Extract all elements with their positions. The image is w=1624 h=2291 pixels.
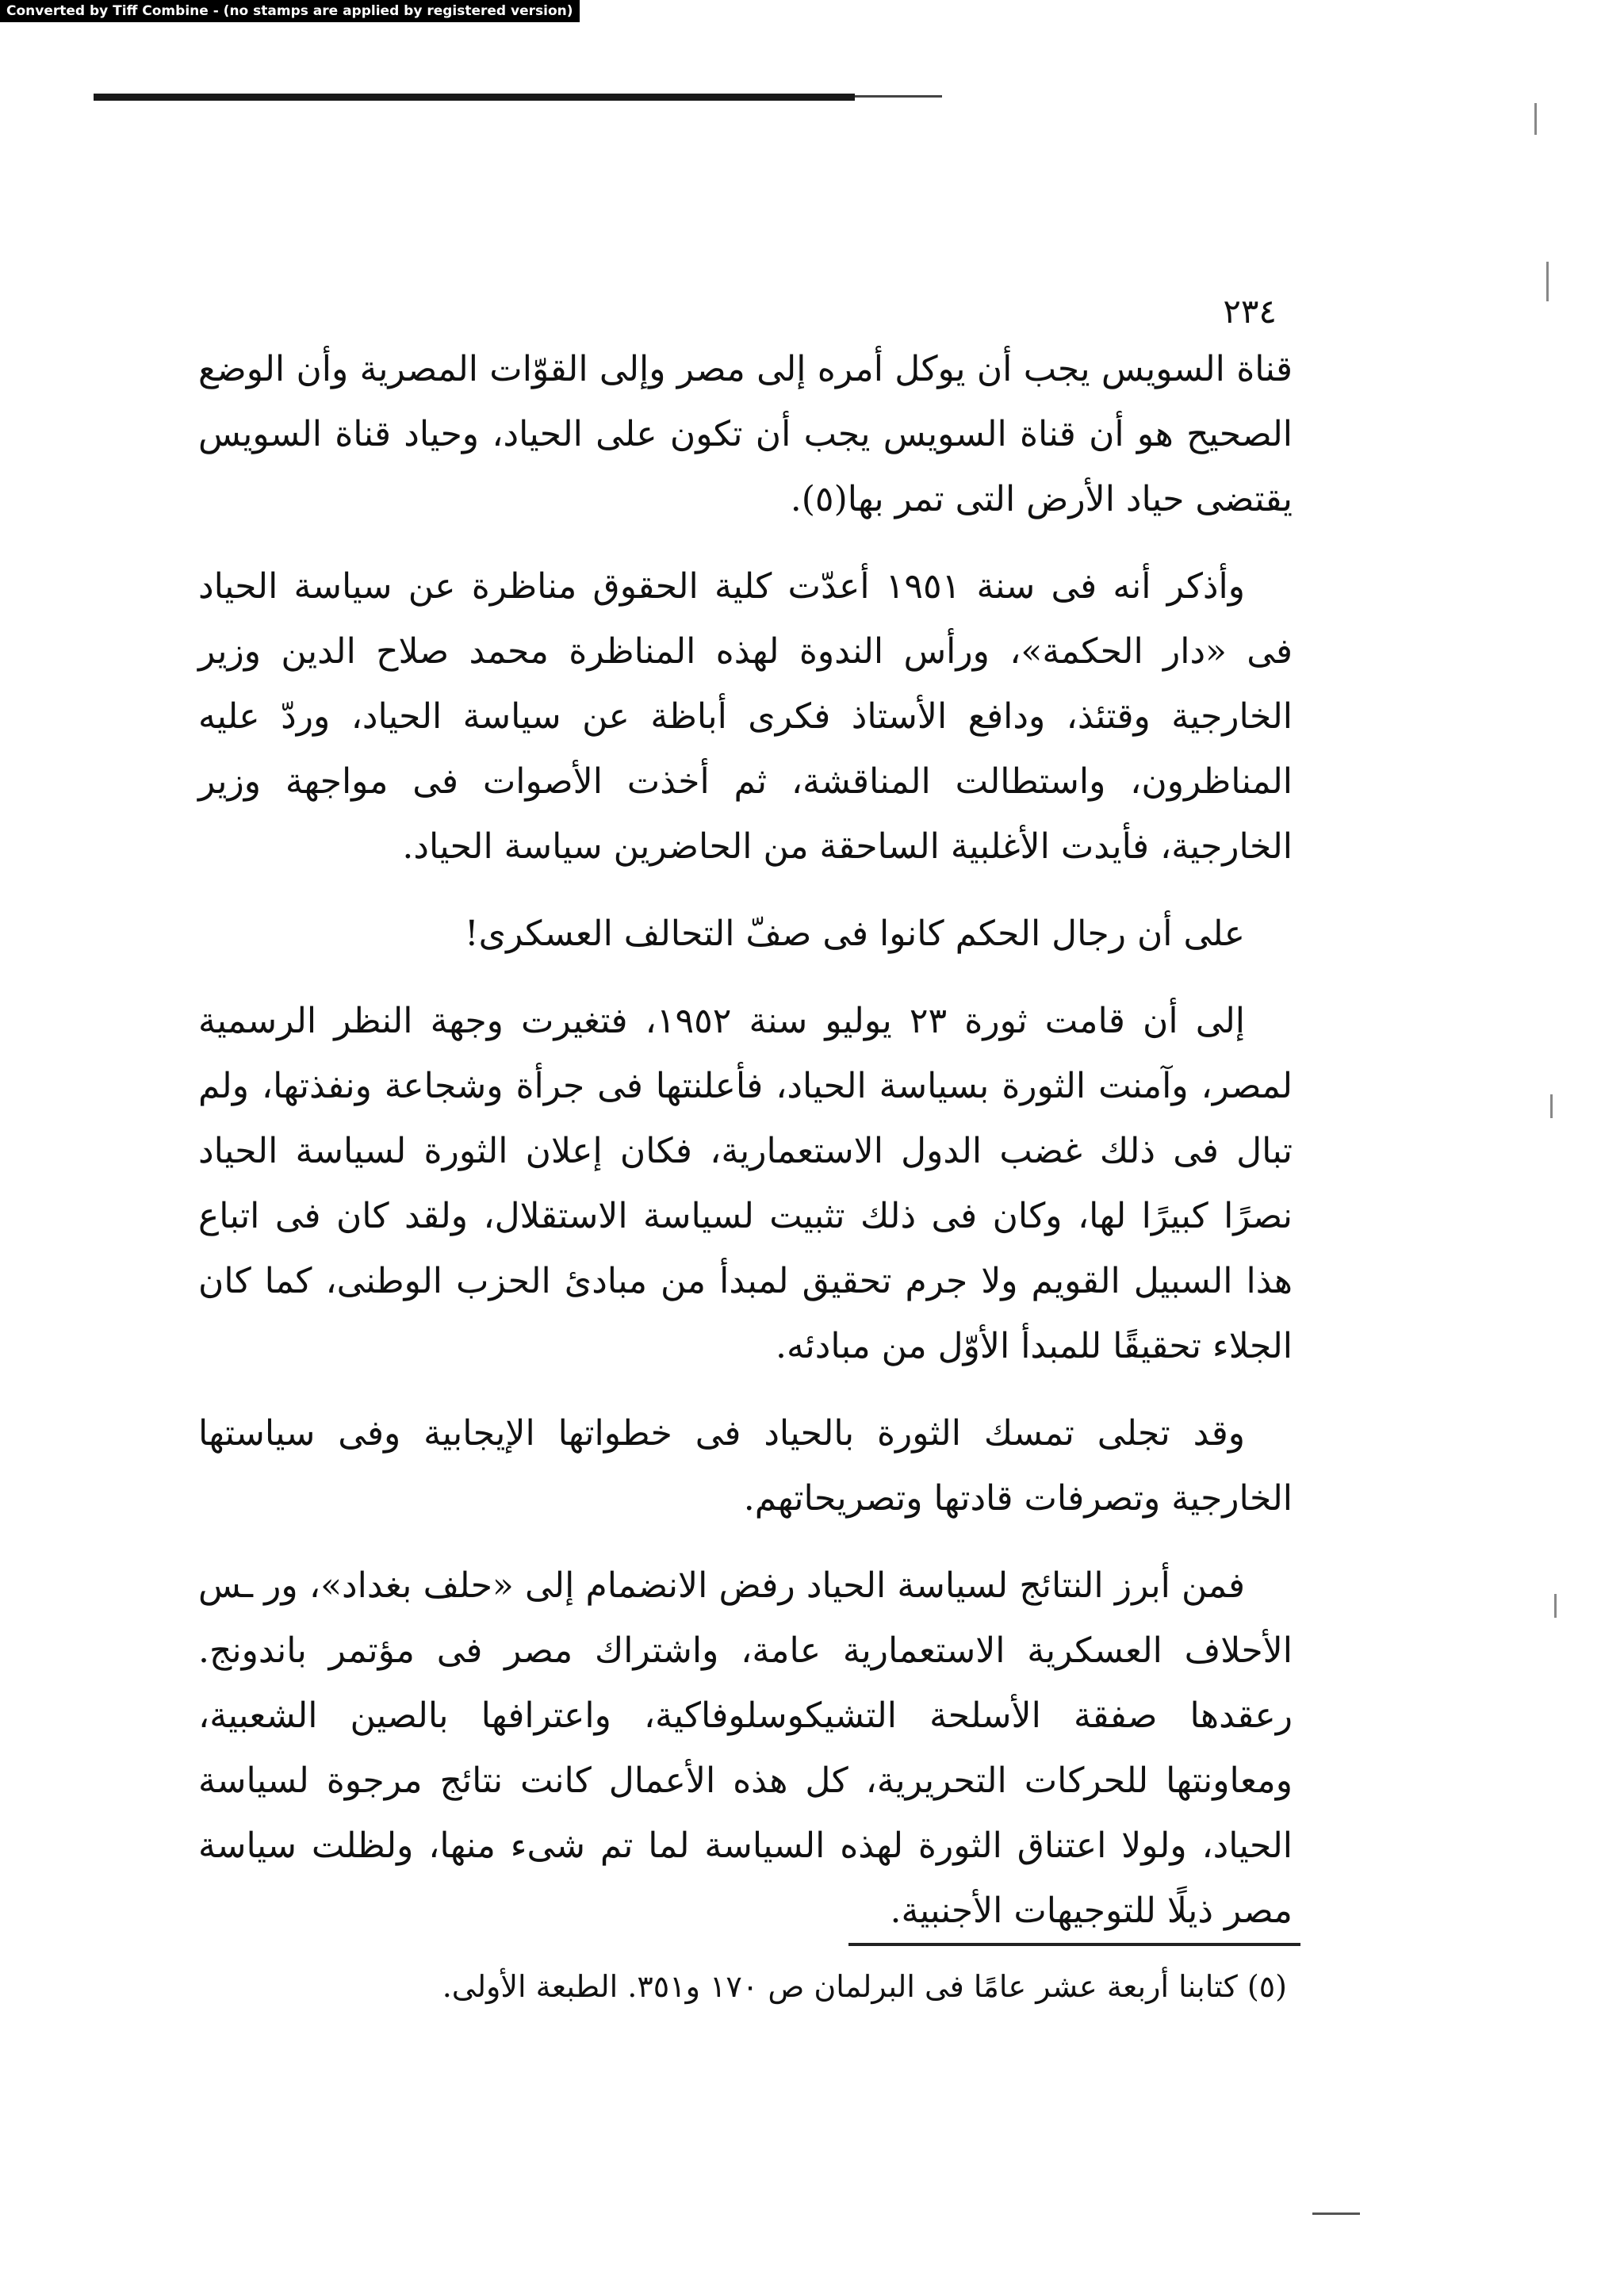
margin-speck [1550,1094,1553,1118]
paragraph-3: على أن رجال الحكم كانوا فى صفّ التحالف العسكرى! [464,914,1245,954]
margin-speck [1554,1594,1557,1618]
page-number: ٢٣٤ [1223,292,1277,331]
converter-banner: Converted by Tiff Combine - (no stamps are applied by registered version) [0,0,580,22]
footnote: (٥) كتابنا أربعة عشر عامًا فى البرلمان ص ١٧٠ و٣٥١. الطبعة الأولى. [442,1969,1287,2004]
footnote-rule [848,1943,1300,1946]
paragraph-5: وقد تجلى تمسك الثورة بالحياد فى خطواتها الإيجابية وفى سياستها الخارجية وتصرفات قادتها وتصريحاتهم. [198,1413,1293,1519]
margin-speck [1534,103,1537,135]
paragraph-4: إلى أن قامت ثورة ٢٣ يوليو سنة ١٩٥٢، فتغيرت وجهة النظر الرسمية لمصر، وآمنت الثورة بسياسة الحياد، فأعلنتها فى جرأة وشجاعة ونفذتها، ولم تبال فى ذلك غضب الدول الاستعمارية، فكان إعلان الثورة لسياسة الحياد نصرًا كبيرًا لها، وكان فى ذلك تثبيت لسياسة الاستقلال، ولقد كان فى اتباع هذا السبيل القويم ولا جرم تحقيق لمبدأ من مبادئ الحزب الوطنى، كما كان الجلاء تحقيقًا للمبدأ الأوّل من مبادئه. [198,1001,1293,1366]
paragraph-1: قناة السويس يجب أن يوكل أمره إلى مصر وإلى القوّات المصرية وأن الوضع الصحيح هو أن قناة السويس يجب أن تكون على الحياد، وحياد قناة السويس يقتضى حياد الأرض التى تمر بها(٥). [198,349,1293,519]
header-rule [94,94,855,101]
margin-speck [1546,262,1549,301]
body-text [198,337,1293,1966]
bottom-mark [1312,2212,1360,2215]
paragraph-2: وأذكر أنه فى سنة ١٩٥١ أعدّت كلية الحقوق مناظرة عن سياسة الحياد فى «دار الحكمة»، ورأس الندوة لهذه المناظرة محمد صلاح الدين وزير الخارجية وقتئذ، ودافع الأستاذ فكرى أباظة عن سياسة الحياد، وردّ عليه المناظرون، واستطالت المناقشة، ثم أخذت الأصوات فى مواجهة وزير الخارجية، فأيدت الأغلبية الساحقة من الحاضرين سياسة الحياد. [198,566,1293,867]
paragraph-6: فمن أبرز النتائج لسياسة الحياد رفض الانضمام إلى «حلف بغداد»، ور ـس الأحلاف العسكرية الاستعمارية عامة، واشتراك مصر فى مؤتمر باندونج. رعقدها صفقة الأسلحة التشيكوسلوفاكية، واعترافها بالصين الشعبية، ومعاونتها للحركات التحريرية، كل هذه الأعمال كانت نتائج مرجوة لسياسة الحياد، ولولا اعتناق الثورة لهذه السياسة لما تم شىء منها، ولظلت سياسة مصر ذيلًا للتوجيهات الأجنبية. [198,1565,1293,1931]
